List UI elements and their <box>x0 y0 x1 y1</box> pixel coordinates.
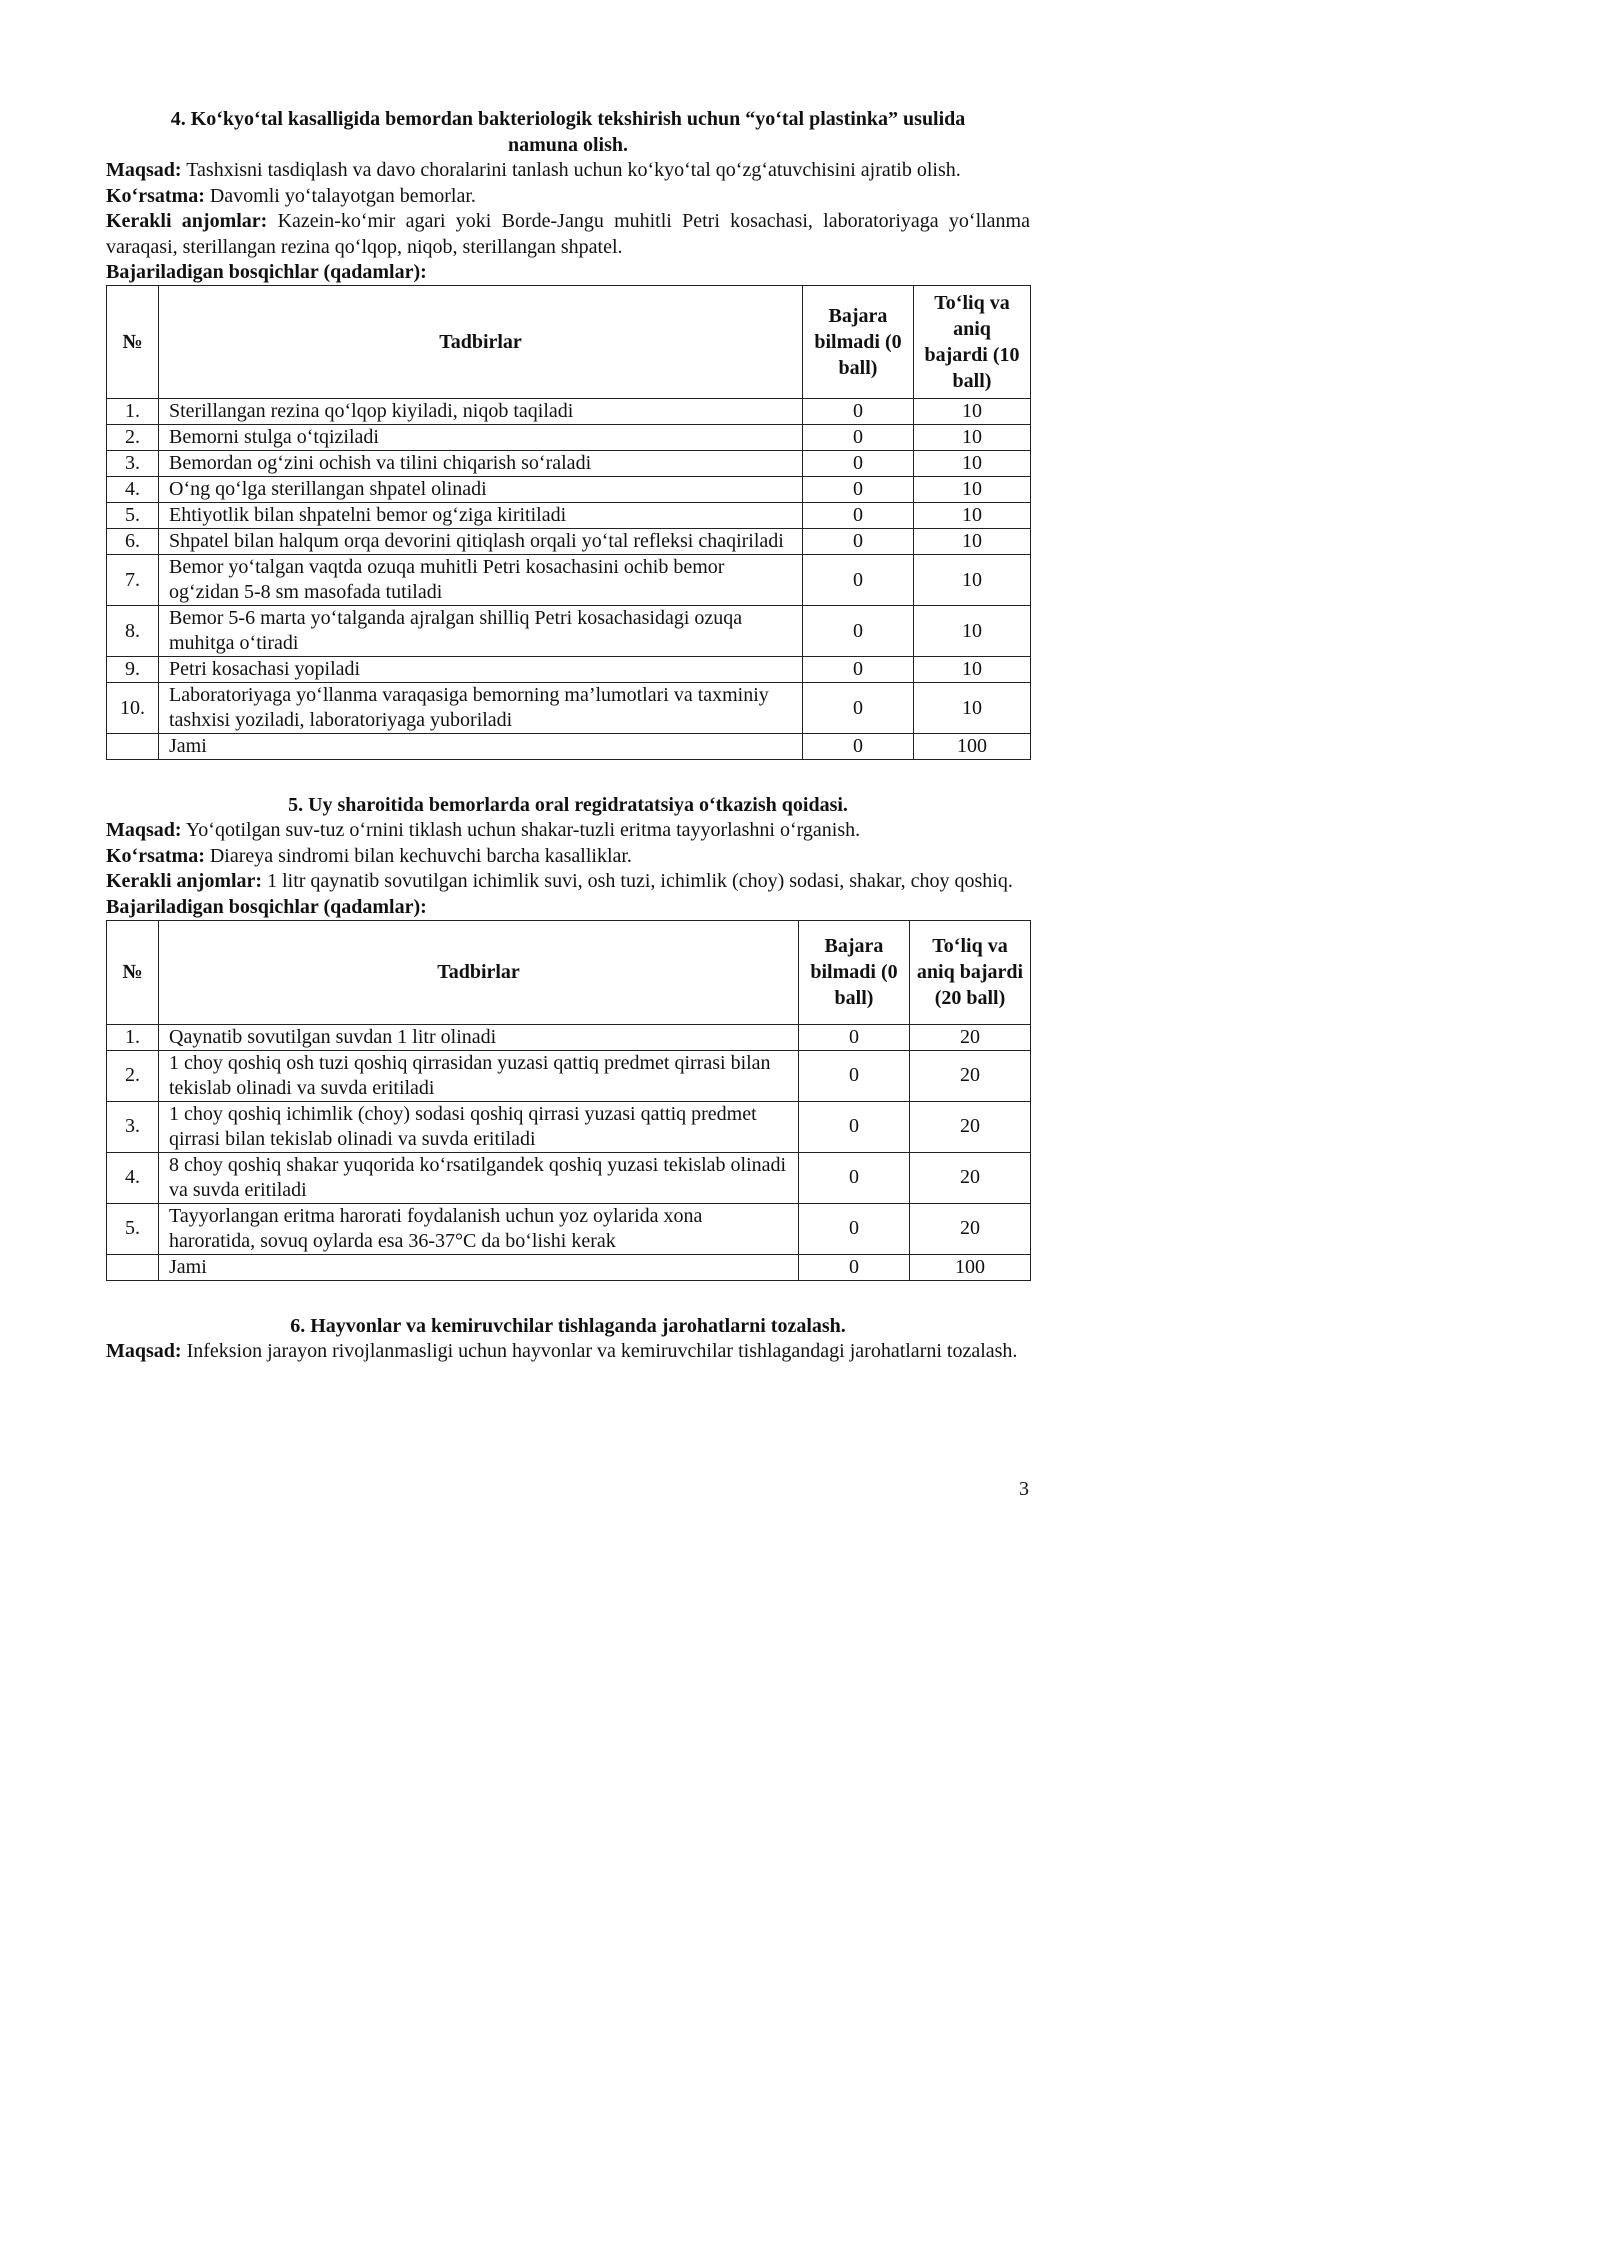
row-full-score: 20 <box>910 1101 1031 1152</box>
number-header: № <box>107 920 159 1024</box>
steps-heading: Bajariladigan bosqichlar (qadamlar): <box>106 261 427 283</box>
activities-header: Tadbirlar <box>159 920 799 1024</box>
table-total-row <box>107 1254 1031 1280</box>
row-activity: Ehtiyotlik bilan shpatelni bemor og‘ziga kiritiladi <box>159 503 803 529</box>
equipment-paragraph <box>106 869 1030 895</box>
section-title <box>106 792 1030 818</box>
total-full-score: 100 <box>914 734 1031 760</box>
row-full-score: 10 <box>914 425 1031 451</box>
scoring-table <box>106 285 1031 760</box>
row-full-score: 10 <box>914 555 1031 606</box>
indication-text: Diareya sindromi bilan kechuvchi barcha kasalliklar. <box>204 844 632 867</box>
indication-text: Davomli yo‘talayotgan bemorlar. <box>204 184 476 207</box>
row-failed-score: 0 <box>799 1152 910 1203</box>
row-failed-score: 0 <box>799 1024 910 1050</box>
row-failed-score: 0 <box>803 683 914 734</box>
row-activity: O‘ng qo‘lga sterillangan shpatel olinadi <box>159 477 803 503</box>
goal-text: Tashxisni tasdiqlash va davo choralarini tanlash uchun ko‘kyo‘tal qo‘zg‘atuvchisini ajratib olish. <box>181 159 961 181</box>
row-failed-score: 0 <box>803 555 914 606</box>
row-activity: Qaynatib sovutilgan suvdan 1 litr olinadi <box>159 1024 799 1050</box>
table-row <box>107 1050 1031 1101</box>
section-title-line: 4. Ko‘kyo‘tal kasalligida bemordan bakteriologik tekshirish uchun “yo‘tal plastinka” usulida <box>170 108 966 130</box>
row-full-score: 10 <box>914 529 1031 555</box>
table-row <box>107 683 1031 734</box>
row-failed-score: 0 <box>803 529 914 555</box>
indication-paragraph <box>106 184 1030 210</box>
total-number <box>107 734 159 760</box>
equipment-label: Kerakli anjomlar: <box>106 870 263 892</box>
goal-text: Yo‘qotilgan suv-tuz o‘rnini tiklash uchun shakar-tuzli eritma tayyorlashni o‘rganish. <box>181 819 861 841</box>
table-row <box>107 1101 1031 1152</box>
row-failed-score: 0 <box>803 477 914 503</box>
table-row <box>107 657 1031 683</box>
total-label: Jami <box>159 734 803 760</box>
row-failed-score: 0 <box>799 1203 910 1254</box>
table-row <box>107 555 1031 606</box>
row-activity: 8 choy qoshiq shakar yuqorida ko‘rsatilgandek qoshiq yuzasi tekislab olinadi va suvda eritiladi <box>159 1152 799 1203</box>
steps-heading: Bajariladigan bosqichlar (qadamlar): <box>106 895 427 918</box>
table-row <box>107 1152 1031 1203</box>
row-full-score: 10 <box>914 683 1031 734</box>
row-activity: Tayyorlangan eritma harorati foydalanish uchun yoz oylarida xona haroratida, sovuq oylarda esa 36-37°C da bo‘lishi kerak <box>159 1203 799 1254</box>
goal-label: Maqsad: <box>106 159 182 181</box>
row-number: 6. <box>107 529 159 555</box>
goal-label: Maqsad: <box>106 819 182 841</box>
scoring-table <box>106 920 1031 1281</box>
table-total-row <box>107 734 1031 760</box>
section-title <box>106 106 1030 158</box>
row-activity: Laboratoriyaga yo‘llanma varaqasiga bemorning ma’lumotlari va taxminiy tashxisi yoziladi, laboratoriyaga yuboriladi <box>159 683 803 734</box>
row-number: 4. <box>107 1152 159 1203</box>
row-full-score: 20 <box>910 1050 1031 1101</box>
table-row <box>107 529 1031 555</box>
row-activity: 1 choy qoshiq ichimlik (choy) sodasi qoshiq qirrasi yuzasi qattiq predmet qirrasi bilan tekislab olinadi va suvda eritiladi <box>159 1101 799 1152</box>
total-label: Jami <box>159 1254 799 1280</box>
total-failed-score: 0 <box>803 734 914 760</box>
table-row <box>107 606 1031 657</box>
page-number: 3 <box>1019 1478 1029 1500</box>
row-full-score: 20 <box>910 1024 1031 1050</box>
row-number: 3. <box>107 1101 159 1152</box>
goal-paragraph <box>106 1339 1030 1365</box>
goal-label: Maqsad: <box>106 1339 182 1362</box>
total-full-score: 100 <box>910 1254 1031 1280</box>
goal-paragraph <box>106 818 1030 844</box>
row-failed-score: 0 <box>803 657 914 683</box>
equipment-paragraph <box>106 209 1030 260</box>
row-number: 7. <box>107 555 159 606</box>
full-score-header: To‘liq va aniq bajardi (10 ball) <box>914 286 1031 399</box>
number-header: № <box>107 286 159 399</box>
row-activity: Bemorni stulga o‘tqiziladi <box>159 425 803 451</box>
row-full-score: 10 <box>914 399 1031 425</box>
table-header-row <box>107 920 1031 1024</box>
row-failed-score: 0 <box>803 503 914 529</box>
equipment-label: Kerakli anjomlar: <box>106 210 268 232</box>
row-activity: Petri kosachasi yopiladi <box>159 657 803 683</box>
row-activity: Bemor 5-6 marta yo‘talganda ajralgan shilliq Petri kosachasidagi ozuqa muhitga o‘tiradi <box>159 606 803 657</box>
row-failed-score: 0 <box>799 1050 910 1101</box>
row-full-score: 10 <box>914 503 1031 529</box>
equipment-text: Kazein-ko‘mir agari yoki Borde-Jangu muhitli Petri kosachasi, laboratoriyaga yo‘llanma varaqasi, sterillangan rezina qo‘lqop, niqob, sterillangan shpatel. <box>106 210 1030 258</box>
row-number: 3. <box>107 451 159 477</box>
row-full-score: 20 <box>910 1203 1031 1254</box>
indication-label: Ko‘rsatma: <box>106 184 205 207</box>
table-header-row <box>107 286 1031 399</box>
row-number: 2. <box>107 425 159 451</box>
row-number: 1. <box>107 1024 159 1050</box>
goal-paragraph <box>106 158 1030 184</box>
row-failed-score: 0 <box>799 1101 910 1152</box>
indication-label: Ko‘rsatma: <box>106 844 205 867</box>
row-number: 1. <box>107 399 159 425</box>
table-row <box>107 503 1031 529</box>
row-number: 5. <box>107 1203 159 1254</box>
row-activity: 1 choy qoshiq osh tuzi qoshiq qirrasidan yuzasi qattiq predmet qirrasi bilan tekislab olinadi va suvda eritiladi <box>159 1050 799 1101</box>
row-activity: Bemor yo‘talgan vaqtda ozuqa muhitli Petri kosachasini ochib bemor og‘zidan 5-8 sm masofada tutiladi <box>159 555 803 606</box>
failed-score-header: Bajara bilmadi (0 ball) <box>803 286 914 399</box>
section-title <box>106 1313 1030 1339</box>
section-title-line: 5. Uy sharoitida bemorlarda oral regidratatsiya o‘tkazish qoidasi. <box>288 794 848 816</box>
failed-score-header: Bajara bilmadi (0 ball) <box>799 920 910 1024</box>
row-number: 2. <box>107 1050 159 1101</box>
row-failed-score: 0 <box>803 606 914 657</box>
row-failed-score: 0 <box>803 399 914 425</box>
full-score-header: To‘liq va aniq bajardi (20 ball) <box>910 920 1031 1024</box>
row-failed-score: 0 <box>803 451 914 477</box>
document-page <box>106 106 1030 1364</box>
row-number: 4. <box>107 477 159 503</box>
section-title-line: 6. Hayvonlar va kemiruvchilar tishlaganda jarohatlarni tozalash. <box>290 1314 846 1337</box>
row-activity: Bemordan og‘zini ochish va tilini chiqarish so‘raladi <box>159 451 803 477</box>
table-row <box>107 1024 1031 1050</box>
equipment-text: 1 litr qaynatib sovutilgan ichimlik suvi, osh tuzi, ichimlik (choy) sodasi, shakar, choy qoshiq. <box>262 870 1013 892</box>
table-row <box>107 451 1031 477</box>
indication-paragraph <box>106 844 1030 870</box>
goal-text: Infeksion jarayon rivojlanmasligi uchun hayvonlar va kemiruvchilar tishlagandagi jarohatlarni tozalash. <box>181 1339 1018 1362</box>
row-number: 8. <box>107 606 159 657</box>
row-full-score: 10 <box>914 606 1031 657</box>
row-full-score: 10 <box>914 477 1031 503</box>
table-row <box>107 1203 1031 1254</box>
activities-header: Tadbirlar <box>159 286 803 399</box>
row-activity: Sterillangan rezina qo‘lqop kiyiladi, niqob taqiladi <box>159 399 803 425</box>
row-number: 5. <box>107 503 159 529</box>
row-number: 9. <box>107 657 159 683</box>
row-activity: Shpatel bilan halqum orqa devorini qitiqlash orqali yo‘tal refleksi chaqiriladi <box>159 529 803 555</box>
table-row <box>107 477 1031 503</box>
total-number <box>107 1254 159 1280</box>
row-failed-score: 0 <box>803 425 914 451</box>
total-failed-score: 0 <box>799 1254 910 1280</box>
row-number: 10. <box>107 683 159 734</box>
row-full-score: 10 <box>914 657 1031 683</box>
table-row <box>107 425 1031 451</box>
section-title-line: namuna olish. <box>507 134 629 156</box>
row-full-score: 20 <box>910 1152 1031 1203</box>
row-full-score: 10 <box>914 451 1031 477</box>
table-row <box>107 399 1031 425</box>
